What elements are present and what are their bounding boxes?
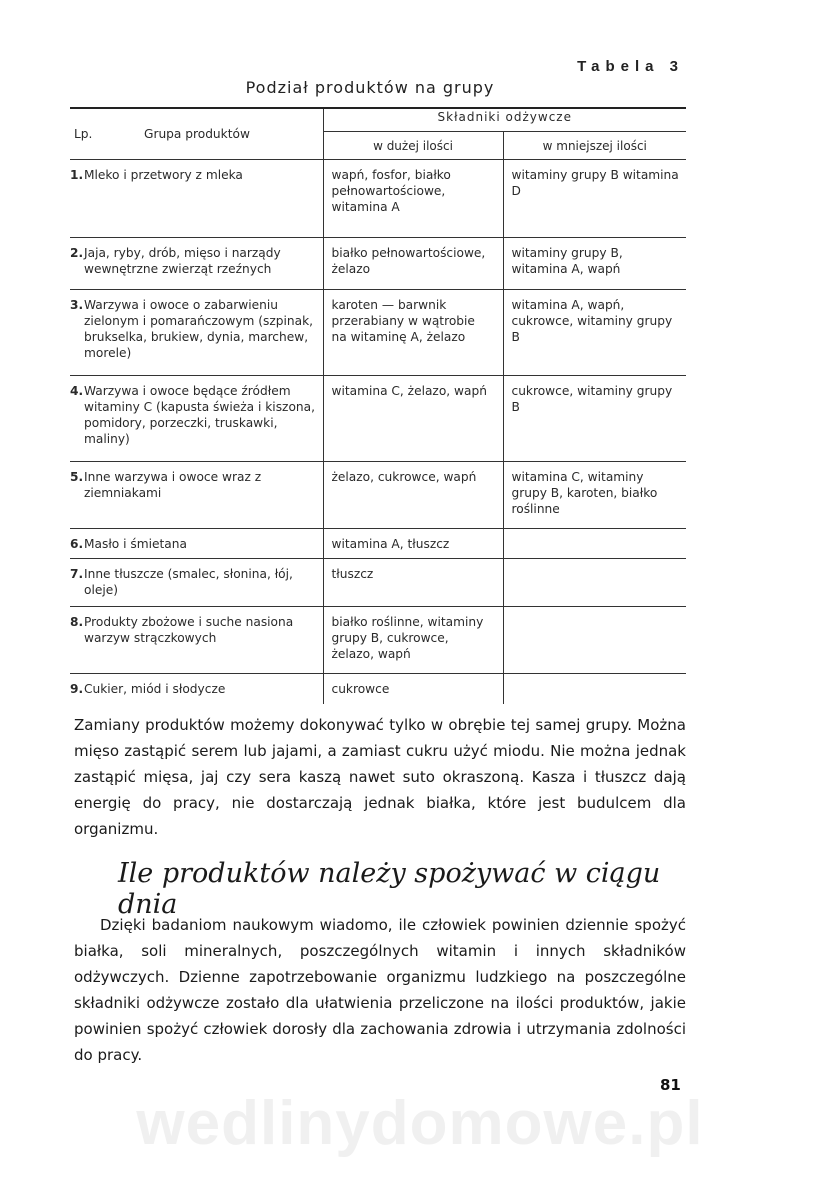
body-paragraph-daily-needs: Dzięki badaniom naukowym wiadomo, ile człowiek powinien dziennie spożyć białka, soli mineralnych, poszczególnych witamin i innych składników odżywczych. Dzienne zapotrzebowanie organizmu ludzkiego na poszczególne składniki odżywcze zostało dla ułatwienia przeliczone na ilości produktów, jakie powinien spożyć człowiek dorosły dla zachowania zdrowia i utrzymania zdolności do pracy.	[74, 916, 686, 1064]
row-small: cukrowce, witaminy grupy B	[503, 376, 686, 462]
table-row	[70, 376, 686, 462]
table-row	[70, 238, 686, 290]
row-group: Produkty zbożowe i suche nasiona warzyw strączkowych	[84, 615, 294, 645]
table-row	[70, 674, 686, 704]
row-number: 6.	[70, 537, 84, 551]
row-large: wapń, fosfor, białko pełnowartościowe, witamina A	[323, 160, 503, 238]
table-label: Tabela 3	[577, 58, 684, 75]
row-small: witaminy grupy B witamina D	[503, 160, 686, 238]
row-number: 9.	[70, 682, 84, 696]
row-small	[503, 529, 686, 559]
row-number: 8.	[70, 615, 84, 629]
page-number: 81	[660, 1076, 681, 1094]
header-small-amount: w mniejszej ilości	[503, 132, 686, 160]
row-large: tłuszcz	[323, 559, 503, 607]
row-number: 5.	[70, 470, 84, 484]
row-small: witamina A, wapń, cukrowce, witaminy grupy B	[503, 290, 686, 376]
table-row	[70, 607, 686, 674]
row-group: Inne warzywa i owoce wraz z ziemniakami	[84, 470, 262, 500]
row-number: 7.	[70, 567, 84, 581]
watermark: wedlinydomowe.pl	[136, 1089, 704, 1158]
row-small	[503, 674, 686, 704]
table-title: Podział produktów na grupy	[245, 78, 495, 97]
row-large: karoten — barwnik przerabiany w wątrobie na witaminę A, żelazo	[323, 290, 503, 376]
row-group: Jaja, ryby, drób, mięso i narządy wewnętrzne zwierząt rzeźnych	[84, 246, 281, 276]
table-row	[70, 559, 686, 607]
body-paragraph-substitution: Zamiany produktów możemy dokonywać tylko w obrębie tej samej grupy. Można mięso zastąpić serem lub jajami, a zamiast cukru użyć miodu. Nie można jednak zastąpić mięsa, jaj czy sera kaszą nawet suto okraszoną. Kasza i tłuszcz dają energię do pracy, nie dostarczają jednak białka, które jest budulcem dla organizmu.	[74, 716, 686, 838]
header-large-amount: w dużej ilości	[323, 132, 503, 160]
row-large: witamina C, żelazo, wapń	[323, 376, 503, 462]
row-small: witamina C, witaminy grupy B, karoten, białko roślinne	[503, 462, 686, 529]
table-row	[70, 290, 686, 376]
table-row	[70, 529, 686, 559]
row-small	[503, 559, 686, 607]
row-small: witaminy grupy B, witamina A, wapń	[503, 238, 686, 290]
food-groups-table	[70, 107, 686, 704]
row-large: białko roślinne, witaminy grupy B, cukrowce, żelazo, wapń	[323, 607, 503, 674]
table-row	[70, 462, 686, 529]
header-lp-group	[70, 108, 323, 160]
row-large: białko pełnowartościowe, żelazo	[323, 238, 503, 290]
row-large: żelazo, cukrowce, wapń	[323, 462, 503, 529]
header-nutrients: Składniki odżywcze	[323, 108, 686, 132]
row-large: cukrowce	[323, 674, 503, 704]
table-row	[70, 160, 686, 238]
row-number: 2.	[70, 246, 84, 260]
header-group: Grupa produktów	[144, 127, 250, 141]
row-large: witamina A, tłuszcz	[323, 529, 503, 559]
section-heading: Ile produktów należy spożywać w ciągu dnia	[118, 858, 661, 920]
row-group: Warzywa i owoce będące źródłem witaminy C (kapusta świeża i kiszona, pomidory, porzeczki, truskawki, maliny)	[84, 384, 315, 446]
row-number: 3.	[70, 298, 84, 312]
row-number: 1.	[70, 168, 84, 182]
row-group: Inne tłuszcze (smalec, słonina, łój, oleje)	[84, 567, 293, 597]
row-group: Mleko i przetwory z mleka	[84, 168, 243, 182]
row-group: Warzywa i owoce o zabarwieniu zielonym i pomarańczowym (szpinak, brukselka, brukiew, dynia, marchew, morele)	[84, 298, 314, 360]
row-group: Cukier, miód i słodycze	[84, 682, 226, 696]
row-number: 4.	[70, 384, 84, 398]
row-small	[503, 607, 686, 674]
header-lp: Lp.	[74, 127, 93, 141]
row-group: Masło i śmietana	[84, 537, 187, 551]
